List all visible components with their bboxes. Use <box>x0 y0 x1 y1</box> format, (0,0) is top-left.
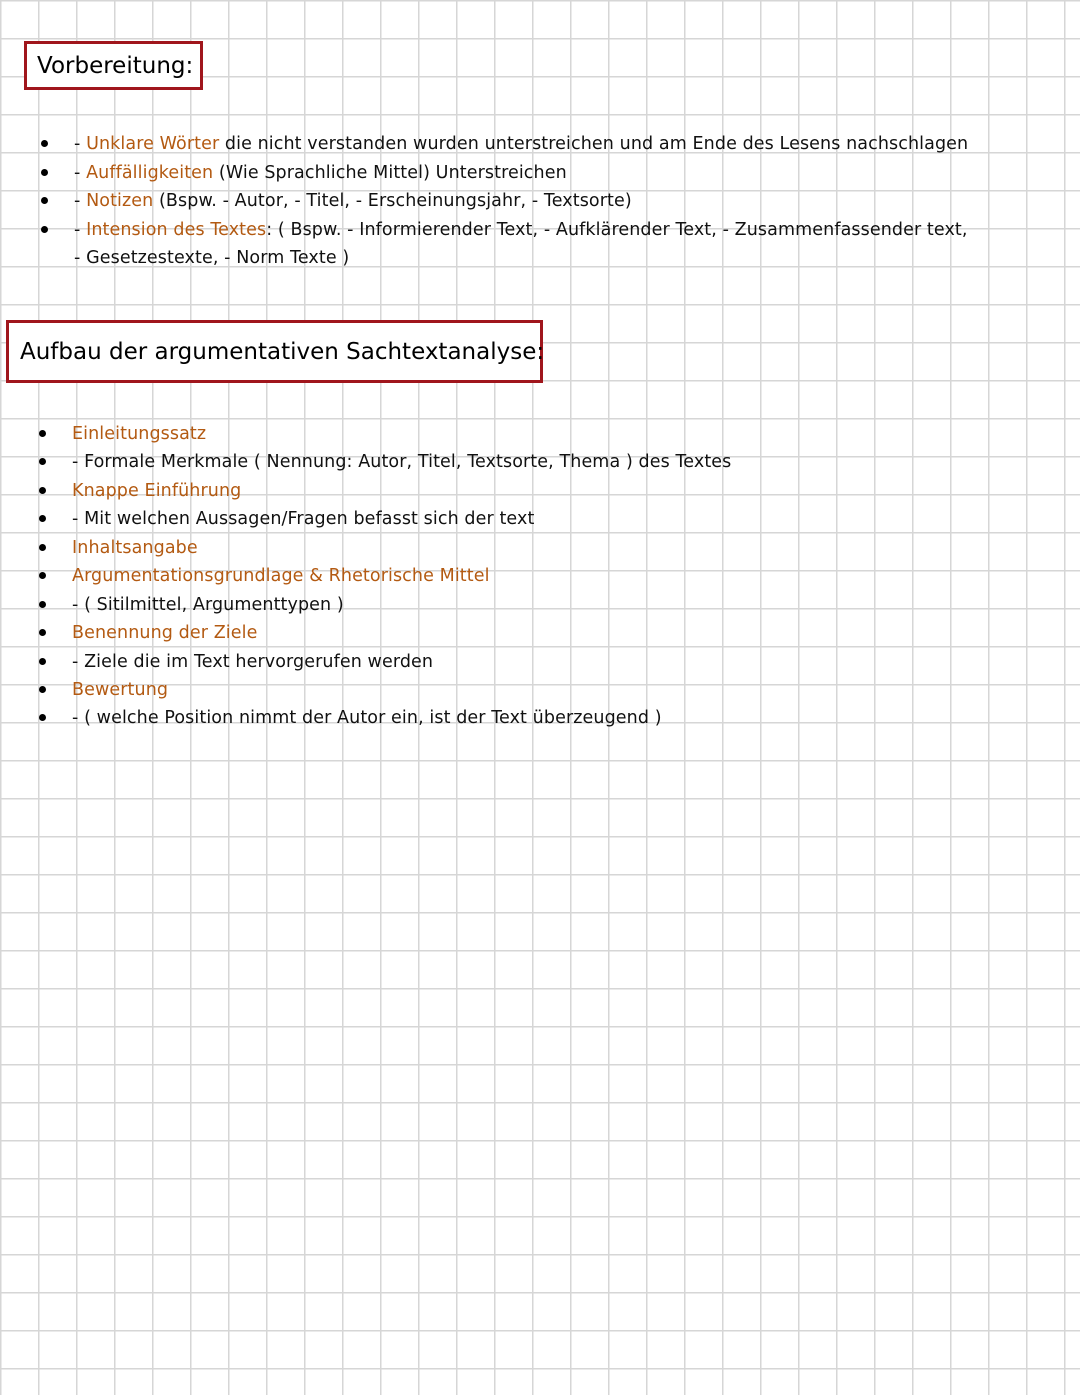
list-item <box>72 477 731 505</box>
bullet-icon <box>39 430 46 437</box>
item-keyword: Auffälligkeiten <box>86 162 214 183</box>
item-prefix: - <box>74 191 87 211</box>
bullet-icon <box>39 658 46 665</box>
bullet-icon <box>39 572 46 579</box>
item-text: Inhaltsangabe <box>72 537 198 558</box>
item-text: - Ziele die im Text hervorgerufen werden <box>72 651 434 672</box>
item-text: - ( welche Position nimmt der Autor ein, ist der Text überzeugend ) <box>72 708 662 729</box>
item-text: - ( Sitilmittel, Argumenttypen ) <box>72 594 344 615</box>
list-item <box>72 420 731 448</box>
item-text: Argumentationsgrundlage & Rhetorische Mittel <box>72 566 490 587</box>
heading-vorbereitung-text: Vorbereitung: <box>37 52 194 79</box>
bullet-icon <box>41 197 48 204</box>
heading-aufbau <box>6 320 543 383</box>
list-item <box>74 187 968 216</box>
bullet-icon <box>39 714 46 721</box>
item-text: Benennung der Ziele <box>72 623 258 644</box>
item-prefix: - <box>74 134 87 154</box>
bullet-icon <box>41 169 48 176</box>
list-item <box>72 534 731 562</box>
bullet-icon <box>39 601 46 608</box>
list-item <box>72 704 731 732</box>
list-item <box>72 648 731 676</box>
item-text: Bewertung <box>72 679 169 700</box>
list-item <box>72 448 731 476</box>
list-item-continuation <box>74 244 968 273</box>
item-text: Einleitungssatz <box>72 424 207 444</box>
bullet-icon <box>39 544 46 551</box>
item-prefix: - <box>74 219 87 240</box>
item-text: - Mit welchen Aussagen/Fragen befasst sich der text <box>72 509 535 530</box>
heading-vorbereitung <box>24 41 203 90</box>
bullet-icon <box>41 226 48 233</box>
item-text: Knappe Einführung <box>72 480 242 501</box>
bullet-icon <box>39 515 46 522</box>
item-keyword: Unklare Wörter <box>86 134 220 154</box>
list-item <box>72 505 731 533</box>
list-item <box>72 562 731 590</box>
list-item <box>74 159 968 188</box>
list-item <box>74 130 968 159</box>
item-text: (Bspw. - Autor, - Titel, - Erscheinungsjahr, - Textsorte) <box>153 191 632 211</box>
item-text: die nicht verstanden wurden unterstreichen und am Ende des Lesens nachschlagen <box>219 134 969 154</box>
bullet-icon <box>39 686 46 693</box>
item-text: : ( Bspw. - Informierender Text, - Aufklärender Text, - Zusammenfassender text, <box>266 219 968 240</box>
item-text: (Wie Sprachliche Mittel) Unterstreichen <box>213 162 567 183</box>
list-item <box>72 619 731 647</box>
bullet-icon <box>39 629 46 636</box>
list-item <box>72 591 731 619</box>
item-prefix: - <box>74 162 87 183</box>
list-item <box>74 216 968 245</box>
heading-aufbau-text: Aufbau der argumentativen Sachtextanalyse: <box>20 338 545 365</box>
bullet-icon <box>41 140 48 147</box>
item-keyword: Notizen <box>86 191 154 211</box>
list-item <box>72 676 731 704</box>
bullet-icon <box>39 458 46 465</box>
bullet-icon <box>39 487 46 494</box>
vorbereitung-list <box>74 130 968 273</box>
aufbau-list <box>72 420 731 733</box>
item-text: - Gesetzestexte, - Norm Texte ) <box>74 248 350 268</box>
item-keyword: Intension des Textes <box>86 219 267 240</box>
item-text: - Formale Merkmale ( Nennung: Autor, Titel, Textsorte, Thema ) des Textes <box>72 452 732 473</box>
